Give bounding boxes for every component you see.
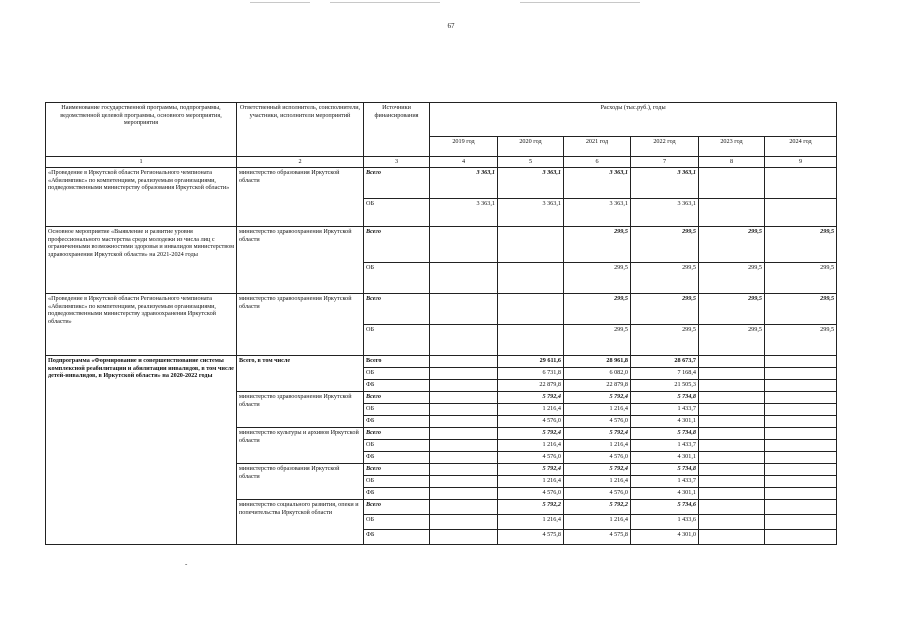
value-cell: 4 301,1 xyxy=(631,416,699,428)
source-cell: Всего xyxy=(364,500,430,515)
value-cell: 3 363,1 xyxy=(430,199,498,227)
value-cell xyxy=(699,515,765,530)
value-cell: 5 792,2 xyxy=(564,500,631,515)
value-cell xyxy=(430,476,498,488)
value-cell xyxy=(430,325,498,356)
value-cell xyxy=(765,476,837,488)
value-cell: 29 611,6 xyxy=(498,356,564,368)
value-cell: 1 433,7 xyxy=(631,440,699,452)
value-cell xyxy=(765,368,837,380)
value-cell: 299,5 xyxy=(765,294,837,325)
value-cell xyxy=(498,325,564,356)
column-number: 9 xyxy=(765,157,837,168)
value-cell xyxy=(430,356,498,368)
value-cell: 299,5 xyxy=(765,325,837,356)
activity-name-cell: «Проведение в Иркутской области Регионального чемпионата «Абилимпикс» по компетенциям, реализуемым организациями, подведомственными министерству образования Иркутской области» xyxy=(46,168,237,227)
source-cell: ФБ xyxy=(364,380,430,392)
value-cell xyxy=(765,168,837,199)
source-cell: Всего xyxy=(364,464,430,476)
value-cell xyxy=(498,227,564,263)
value-cell xyxy=(430,380,498,392)
table-row xyxy=(46,227,837,263)
value-cell: 3 363,1 xyxy=(564,199,631,227)
value-cell xyxy=(765,392,837,404)
value-cell: 3 363,1 xyxy=(564,168,631,199)
value-cell xyxy=(699,199,765,227)
value-cell: 21 505,3 xyxy=(631,380,699,392)
value-cell: 299,5 xyxy=(564,263,631,294)
value-cell: 299,5 xyxy=(631,325,699,356)
value-cell xyxy=(699,380,765,392)
value-cell: 1 433,7 xyxy=(631,404,699,416)
value-cell: 4 576,0 xyxy=(498,416,564,428)
value-cell xyxy=(699,452,765,464)
header-year: 2023 год xyxy=(699,137,765,157)
value-cell: 1 216,4 xyxy=(498,515,564,530)
value-cell: 22 879,8 xyxy=(564,380,631,392)
value-cell: 4 301,0 xyxy=(631,530,699,545)
source-cell: ОБ xyxy=(364,199,430,227)
value-cell: 299,5 xyxy=(564,294,631,325)
source-cell: ФБ xyxy=(364,530,430,545)
value-cell: 4 301,1 xyxy=(631,488,699,500)
value-cell: 28 673,7 xyxy=(631,356,699,368)
value-cell: 5 792,4 xyxy=(564,428,631,440)
value-cell xyxy=(765,356,837,368)
value-cell: 3 363,1 xyxy=(631,168,699,199)
value-cell: 1 216,4 xyxy=(498,440,564,452)
value-cell xyxy=(765,515,837,530)
executor-cell: министерство образования Иркутской области xyxy=(237,168,364,227)
header-name: Наименование государственной программы, подпрограммы, ведомственной целевой программы, основного мероприятия, мероприятия xyxy=(46,103,237,157)
value-cell xyxy=(699,530,765,545)
value-cell xyxy=(430,428,498,440)
value-cell xyxy=(430,392,498,404)
value-cell xyxy=(699,488,765,500)
value-cell xyxy=(699,168,765,199)
source-cell: Всего xyxy=(364,294,430,325)
value-cell xyxy=(430,368,498,380)
value-cell: 5 792,4 xyxy=(498,392,564,404)
value-cell xyxy=(765,416,837,428)
executor-cell: министерство здравоохранения Иркутской области xyxy=(237,227,364,294)
value-cell xyxy=(765,199,837,227)
value-cell: 299,5 xyxy=(564,325,631,356)
value-cell: 3 363,1 xyxy=(430,168,498,199)
source-cell: ОБ xyxy=(364,440,430,452)
source-cell: ОБ xyxy=(364,263,430,294)
value-cell xyxy=(699,416,765,428)
value-cell: 5 792,4 xyxy=(564,392,631,404)
column-number: 3 xyxy=(364,157,430,168)
column-number: 6 xyxy=(564,157,631,168)
executor-cell: Всего, в том числе xyxy=(237,356,364,392)
value-cell xyxy=(765,380,837,392)
executor-cell: министерство образования Иркутской области xyxy=(237,464,364,500)
column-number: 7 xyxy=(631,157,699,168)
table-row xyxy=(46,356,837,368)
source-cell: ФБ xyxy=(364,488,430,500)
value-cell xyxy=(430,227,498,263)
value-cell xyxy=(430,530,498,545)
column-number: 5 xyxy=(498,157,564,168)
activity-name-cell: «Проведение в Иркутской области Регионального чемпионата «Абилимпикс» по компетенциям, реализуемым организациями, подведомственными министерству здравоохранения Иркутской области» xyxy=(46,294,237,356)
value-cell: 4 576,0 xyxy=(564,452,631,464)
activity-name-cell: Основное мероприятие «Выявление и развитие уровня профессионального мастерства среди молодежи из числа лиц с ограниченными возможностями здоровья и инвалидов министерством здравоохранения Иркутской области» на 2021-2024 годы xyxy=(46,227,237,294)
value-cell xyxy=(430,263,498,294)
scan-mark: - xyxy=(185,560,188,568)
source-cell: Всего xyxy=(364,428,430,440)
value-cell: 5 792,4 xyxy=(498,464,564,476)
value-cell: 299,5 xyxy=(631,263,699,294)
value-cell xyxy=(498,263,564,294)
scan-artifact-line xyxy=(520,2,640,3)
value-cell: 1 216,4 xyxy=(498,476,564,488)
value-cell xyxy=(765,428,837,440)
value-cell xyxy=(699,356,765,368)
value-cell: 3 363,1 xyxy=(498,199,564,227)
value-cell: 1 216,4 xyxy=(498,404,564,416)
value-cell: 1 216,4 xyxy=(564,515,631,530)
source-cell: ФБ xyxy=(364,452,430,464)
value-cell: 299,5 xyxy=(699,325,765,356)
value-cell xyxy=(430,488,498,500)
value-cell xyxy=(699,428,765,440)
value-cell: 299,5 xyxy=(765,227,837,263)
value-cell: 4 575,8 xyxy=(564,530,631,545)
value-cell: 6 082,0 xyxy=(564,368,631,380)
header-year: 2019 год xyxy=(430,137,498,157)
value-cell xyxy=(699,440,765,452)
value-cell: 5 734,8 xyxy=(631,464,699,476)
value-cell: 7 168,4 xyxy=(631,368,699,380)
source-cell: ОБ xyxy=(364,368,430,380)
executor-cell: министерство социального развития, опеки и попечительства Иркутской области xyxy=(237,500,364,545)
value-cell: 299,5 xyxy=(765,263,837,294)
value-cell xyxy=(699,500,765,515)
header-source: Источники финансирования xyxy=(364,103,430,157)
value-cell: 299,5 xyxy=(699,294,765,325)
value-cell: 5 792,4 xyxy=(498,428,564,440)
value-cell xyxy=(430,440,498,452)
value-cell: 299,5 xyxy=(631,227,699,263)
value-cell xyxy=(765,404,837,416)
column-number: 1 xyxy=(46,157,237,168)
value-cell: 1 216,4 xyxy=(564,404,631,416)
source-cell: Всего xyxy=(364,356,430,368)
value-cell: 1 216,4 xyxy=(564,440,631,452)
value-cell xyxy=(699,464,765,476)
source-cell: Всего xyxy=(364,227,430,263)
header-year: 2024 год xyxy=(765,137,837,157)
value-cell xyxy=(699,368,765,380)
page-number: 67 xyxy=(447,22,455,30)
value-cell xyxy=(765,500,837,515)
value-cell: 5 792,4 xyxy=(564,464,631,476)
value-cell: 5 734,8 xyxy=(631,392,699,404)
value-cell: 299,5 xyxy=(699,263,765,294)
scan-artifact-line xyxy=(250,2,310,3)
header-year: 2021 год xyxy=(564,137,631,157)
value-cell xyxy=(765,488,837,500)
value-cell: 299,5 xyxy=(699,227,765,263)
value-cell xyxy=(430,515,498,530)
value-cell: 28 961,8 xyxy=(564,356,631,368)
column-number: 8 xyxy=(699,157,765,168)
value-cell: 4 301,1 xyxy=(631,452,699,464)
value-cell: 4 576,0 xyxy=(498,488,564,500)
executor-cell: министерство здравоохранения Иркутской области xyxy=(237,294,364,356)
value-cell: 3 363,1 xyxy=(631,199,699,227)
value-cell: 3 363,1 xyxy=(498,168,564,199)
value-cell: 5 734,8 xyxy=(631,428,699,440)
value-cell: 4 576,0 xyxy=(498,452,564,464)
source-cell: ОБ xyxy=(364,515,430,530)
value-cell: 5 734,6 xyxy=(631,500,699,515)
header-year: 2022 год xyxy=(631,137,699,157)
value-cell: 299,5 xyxy=(564,227,631,263)
header-expenses: Расходы (тыс.руб.), годы xyxy=(430,103,837,137)
source-cell: Всего xyxy=(364,168,430,199)
value-cell: 1 216,4 xyxy=(564,476,631,488)
value-cell xyxy=(430,404,498,416)
table-row xyxy=(46,294,837,325)
value-cell: 6 731,8 xyxy=(498,368,564,380)
value-cell: 5 792,2 xyxy=(498,500,564,515)
value-cell xyxy=(430,464,498,476)
value-cell: 1 433,6 xyxy=(631,515,699,530)
value-cell xyxy=(498,294,564,325)
scan-artifact-line xyxy=(330,2,440,3)
activity-name-cell: Подпрограмма «Формирование и совершенствование системы комплексной реабилитации и абилитации инвалидов, в том числе детей-инвалидов, в Иркутской области» на 2020-2022 годы xyxy=(46,356,237,545)
value-cell: 4 576,0 xyxy=(564,416,631,428)
value-cell xyxy=(430,500,498,515)
source-cell: ОБ xyxy=(364,404,430,416)
value-cell xyxy=(699,392,765,404)
value-cell xyxy=(765,440,837,452)
value-cell: 1 433,7 xyxy=(631,476,699,488)
source-cell: Всего xyxy=(364,392,430,404)
value-cell xyxy=(765,530,837,545)
source-cell: ФБ xyxy=(364,416,430,428)
header-executor: Ответственный исполнитель, соисполнители, участники, исполнители мероприятий xyxy=(237,103,364,157)
value-cell: 299,5 xyxy=(631,294,699,325)
table-row xyxy=(46,168,837,199)
value-cell xyxy=(765,452,837,464)
value-cell xyxy=(430,452,498,464)
value-cell xyxy=(430,416,498,428)
budget-table xyxy=(45,102,837,545)
value-cell xyxy=(765,464,837,476)
value-cell xyxy=(699,404,765,416)
value-cell: 4 576,0 xyxy=(564,488,631,500)
executor-cell: министерство культуры и архивов Иркутской области xyxy=(237,428,364,464)
column-number: 4 xyxy=(430,157,498,168)
column-number: 2 xyxy=(237,157,364,168)
value-cell xyxy=(430,294,498,325)
source-cell: ОБ xyxy=(364,325,430,356)
executor-cell: министерство здравоохранения Иркутской области xyxy=(237,392,364,428)
header-year: 2020 год xyxy=(498,137,564,157)
source-cell: ОБ xyxy=(364,476,430,488)
value-cell: 4 575,8 xyxy=(498,530,564,545)
value-cell xyxy=(699,476,765,488)
value-cell: 22 879,8 xyxy=(498,380,564,392)
